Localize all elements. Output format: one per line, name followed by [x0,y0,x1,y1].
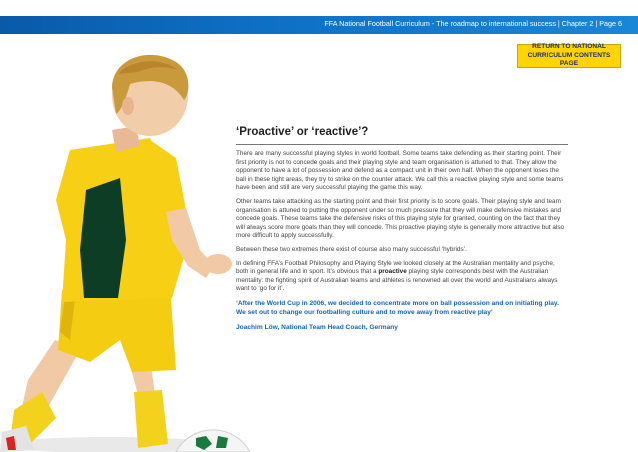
paragraph-3: Between these two extremes there exist of course also many successful ‘hybrids’. [236,245,467,253]
paragraph-4 [236,260,568,294]
pull-quote: ‘After the World Cup in 2006, we decided to concentrate more on ball possession and on initiating play. We set out to change our footballing culture and to move away from reactive play’ [236,299,559,316]
paragraph-2: Other teams take attacking as the starting point and their first priority is to score goals. Their playing style and team organisation is attuned to putting the opponent under so much pressure that they will make defensive mistakes and concede goals. These teams take the defensive risks of this playing style for granted, counting on the fact that they will always score more goals than they will concede. This proactive playing style is generally more attractive but also more difficult to apply successfully. [236,197,565,240]
paragraph-4-start: In defining FFA’s Football Philosophy and Playing Style we looked closely at the Australian mentality and psyche, both in general life and in sport. It’s obvious that a [236,259,555,276]
front-sock [134,390,168,448]
paragraph-4-emphasis: proactive [378,268,407,276]
ear [122,97,134,115]
top-margin [0,0,638,16]
hand [204,254,232,274]
return-button-line-2: CURRICULUM CONTENTS PAGE [527,51,611,68]
article-title: ‘Proactive’ or ‘reactive’? [236,126,369,138]
paragraph-1: There are many successful playing styles in world football. Some teams take defending as their starting point. Their first priority is not to concede goals and their playing style and team organisation is attuned to that. They allow the opponent to have a lot of possession and defend as a compact unit in their own half. When the opponent loses the ball in these tight areas, they try to strike on the counter attack. We call this a reactive playing style and some teams have been and still are very successful playing the game this way. [236,150,564,192]
return-to-contents-button[interactable] [517,44,621,68]
title-divider [236,144,568,145]
ball-panel-green-2 [216,436,228,448]
article [236,126,568,331]
paragraph-4-end: playing style corresponds best with the Australian mentality: the fighting spirit of Australian teams and athletes is renowned all over the world and Australians always want to ‘go for it’. [236,268,558,293]
running-header: FFA National Football Curriculum - The roadmap to international success | Chapter 2 | Page 6 [324,19,622,28]
football [176,430,250,452]
child-footballer-photo [0,40,250,452]
return-button-line-1: RETURN TO NATIONAL [532,43,606,51]
jersey-green-panel [80,178,126,298]
quote-attribution: Joachim Löw, National Team Head Coach, Germany [236,323,398,331]
